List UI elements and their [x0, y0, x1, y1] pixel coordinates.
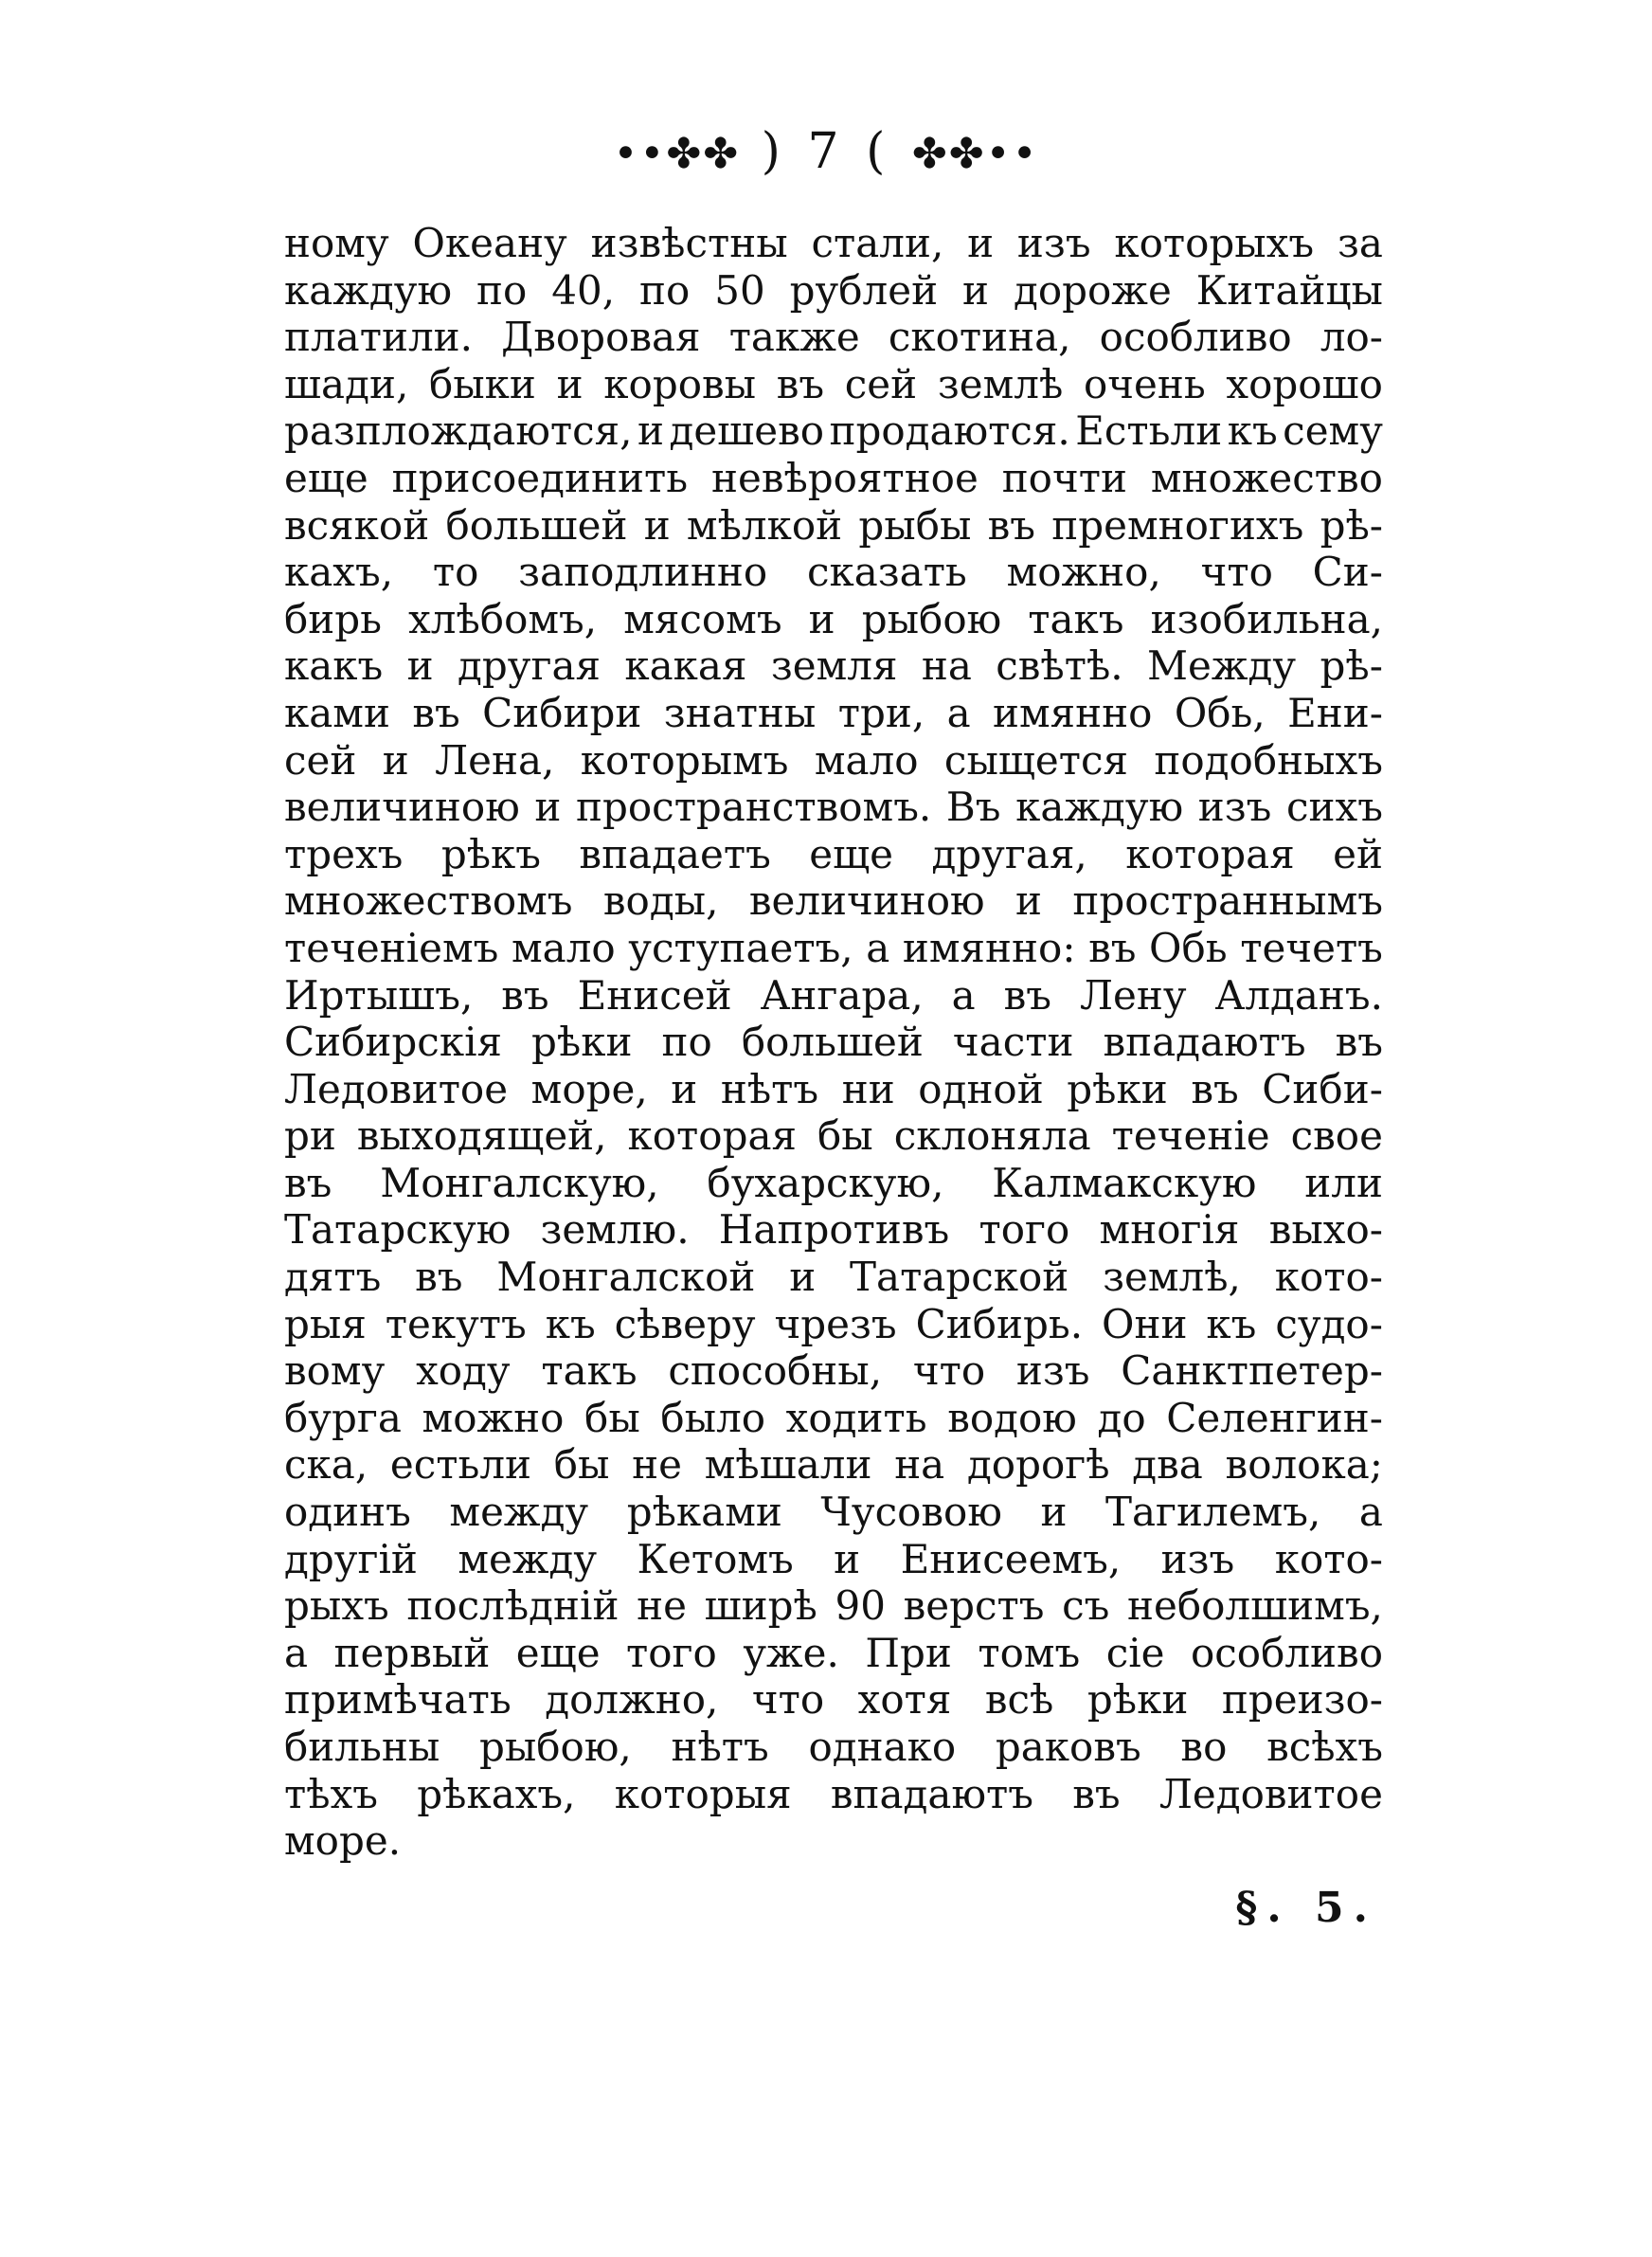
- text-line: какъ и другая какая земля на свѣтѣ. Между рѣ-: [284, 642, 1383, 690]
- text-line: ри выходящей, которая бы склоняла теченіе свое: [284, 1112, 1383, 1160]
- text-line: рыхъ послѣдній не ширѣ 90 верстъ съ неболшимъ,: [284, 1582, 1383, 1630]
- text-line: вому ходу такъ способны, что изъ Санктпетер-: [284, 1347, 1383, 1395]
- text-line: сей и Лена, которымъ мало сыщется подобныхъ: [284, 736, 1383, 784]
- text-line: ками въ Сибири знатны три, а имянно Обь, Ени-: [284, 689, 1383, 736]
- text-line: Иртышъ, въ Енисей Ангара, а въ Лену Алданъ.: [284, 971, 1383, 1019]
- text-line: дятъ въ Монгалской и Татарской землѣ, кото-: [284, 1254, 1383, 1301]
- text-line: одинъ между рѣками Чусовою и Тагилемъ, а: [284, 1489, 1383, 1536]
- text-line: тѣхъ рѣкахъ, которыя впадаютъ въ Ледовитое: [284, 1770, 1383, 1817]
- text-line: теченіемъ мало уступаетъ, а имянно: въ Обь течетъ: [284, 924, 1383, 971]
- text-line: Ледовитое море, и нѣтъ ни одной рѣки въ Сиби-: [284, 1065, 1383, 1112]
- text-line: а первый еще того уже. При томъ сіе особливо: [284, 1629, 1383, 1676]
- text-line: платили. Дворовая также скотина, особливо ло-: [284, 314, 1383, 361]
- text-line: еще присоединить невѣроятное почти множество: [284, 454, 1383, 501]
- text-line: въ Монгалскую, бухарскую, Калмакскую или: [284, 1159, 1383, 1206]
- text-line: разплождаются, и дешево продаются. Естьли къ сему: [284, 407, 1383, 455]
- text-line: шади, быки и коровы въ сей землѣ очень хорошо: [284, 360, 1383, 407]
- text-line: другій между Кетомъ и Енисеемъ, изъ кото-: [284, 1535, 1383, 1582]
- text-line: кахъ, то заподлинно сказать можно, что Си-: [284, 549, 1383, 596]
- text-line: трехъ рѣкъ впадаетъ еще другая, которая ей: [284, 830, 1383, 877]
- text-line: всякой большей и мѣлкой рыбы въ премногихъ рѣ-: [284, 501, 1383, 549]
- text-line: ска, естьли бы не мѣшали на дорогѣ два волока;: [284, 1441, 1383, 1489]
- text-line: бирь хлѣбомъ, мясомъ и рыбою такъ изобильна,: [284, 595, 1383, 642]
- text-line: ному Океану извѣстны стали, и изъ которыхъ за: [284, 220, 1383, 266]
- text-line: рыя текутъ къ сѣверу чрезъ Сибирь. Они къ судо-: [284, 1300, 1383, 1347]
- text-line: множествомъ воды, величиною и пространнымъ: [284, 877, 1383, 925]
- page-number: ) 7 (: [761, 123, 891, 180]
- ornament-left-icon: ••✤✤: [613, 130, 741, 178]
- text-line: величиною и пространствомъ. Въ каждую изъ сихъ: [284, 784, 1383, 831]
- text-line: море.: [284, 1817, 402, 1865]
- text-line: каждую по 40, по 50 рублей и дороже Китайцы: [284, 266, 1383, 314]
- text-line: бурга можно бы было ходить водою до Селенгин-: [284, 1394, 1383, 1441]
- body-text: [284, 220, 1383, 1865]
- text-line: Сибирскія рѣки по большей части впадаютъ въ: [284, 1019, 1383, 1066]
- catchword: §. 5.: [1235, 1884, 1377, 1932]
- text-line: бильны рыбою, нѣтъ однако раковъ во всѣхъ: [284, 1724, 1383, 1770]
- ornament-right-icon: ✤✤••: [911, 130, 1039, 178]
- text-line: Татарскую землю. Напротивъ того многія выхо-: [284, 1206, 1383, 1254]
- page-header: [0, 123, 1652, 183]
- text-line: примѣчать должно, что хотя всѣ рѣки преизо-: [284, 1676, 1383, 1724]
